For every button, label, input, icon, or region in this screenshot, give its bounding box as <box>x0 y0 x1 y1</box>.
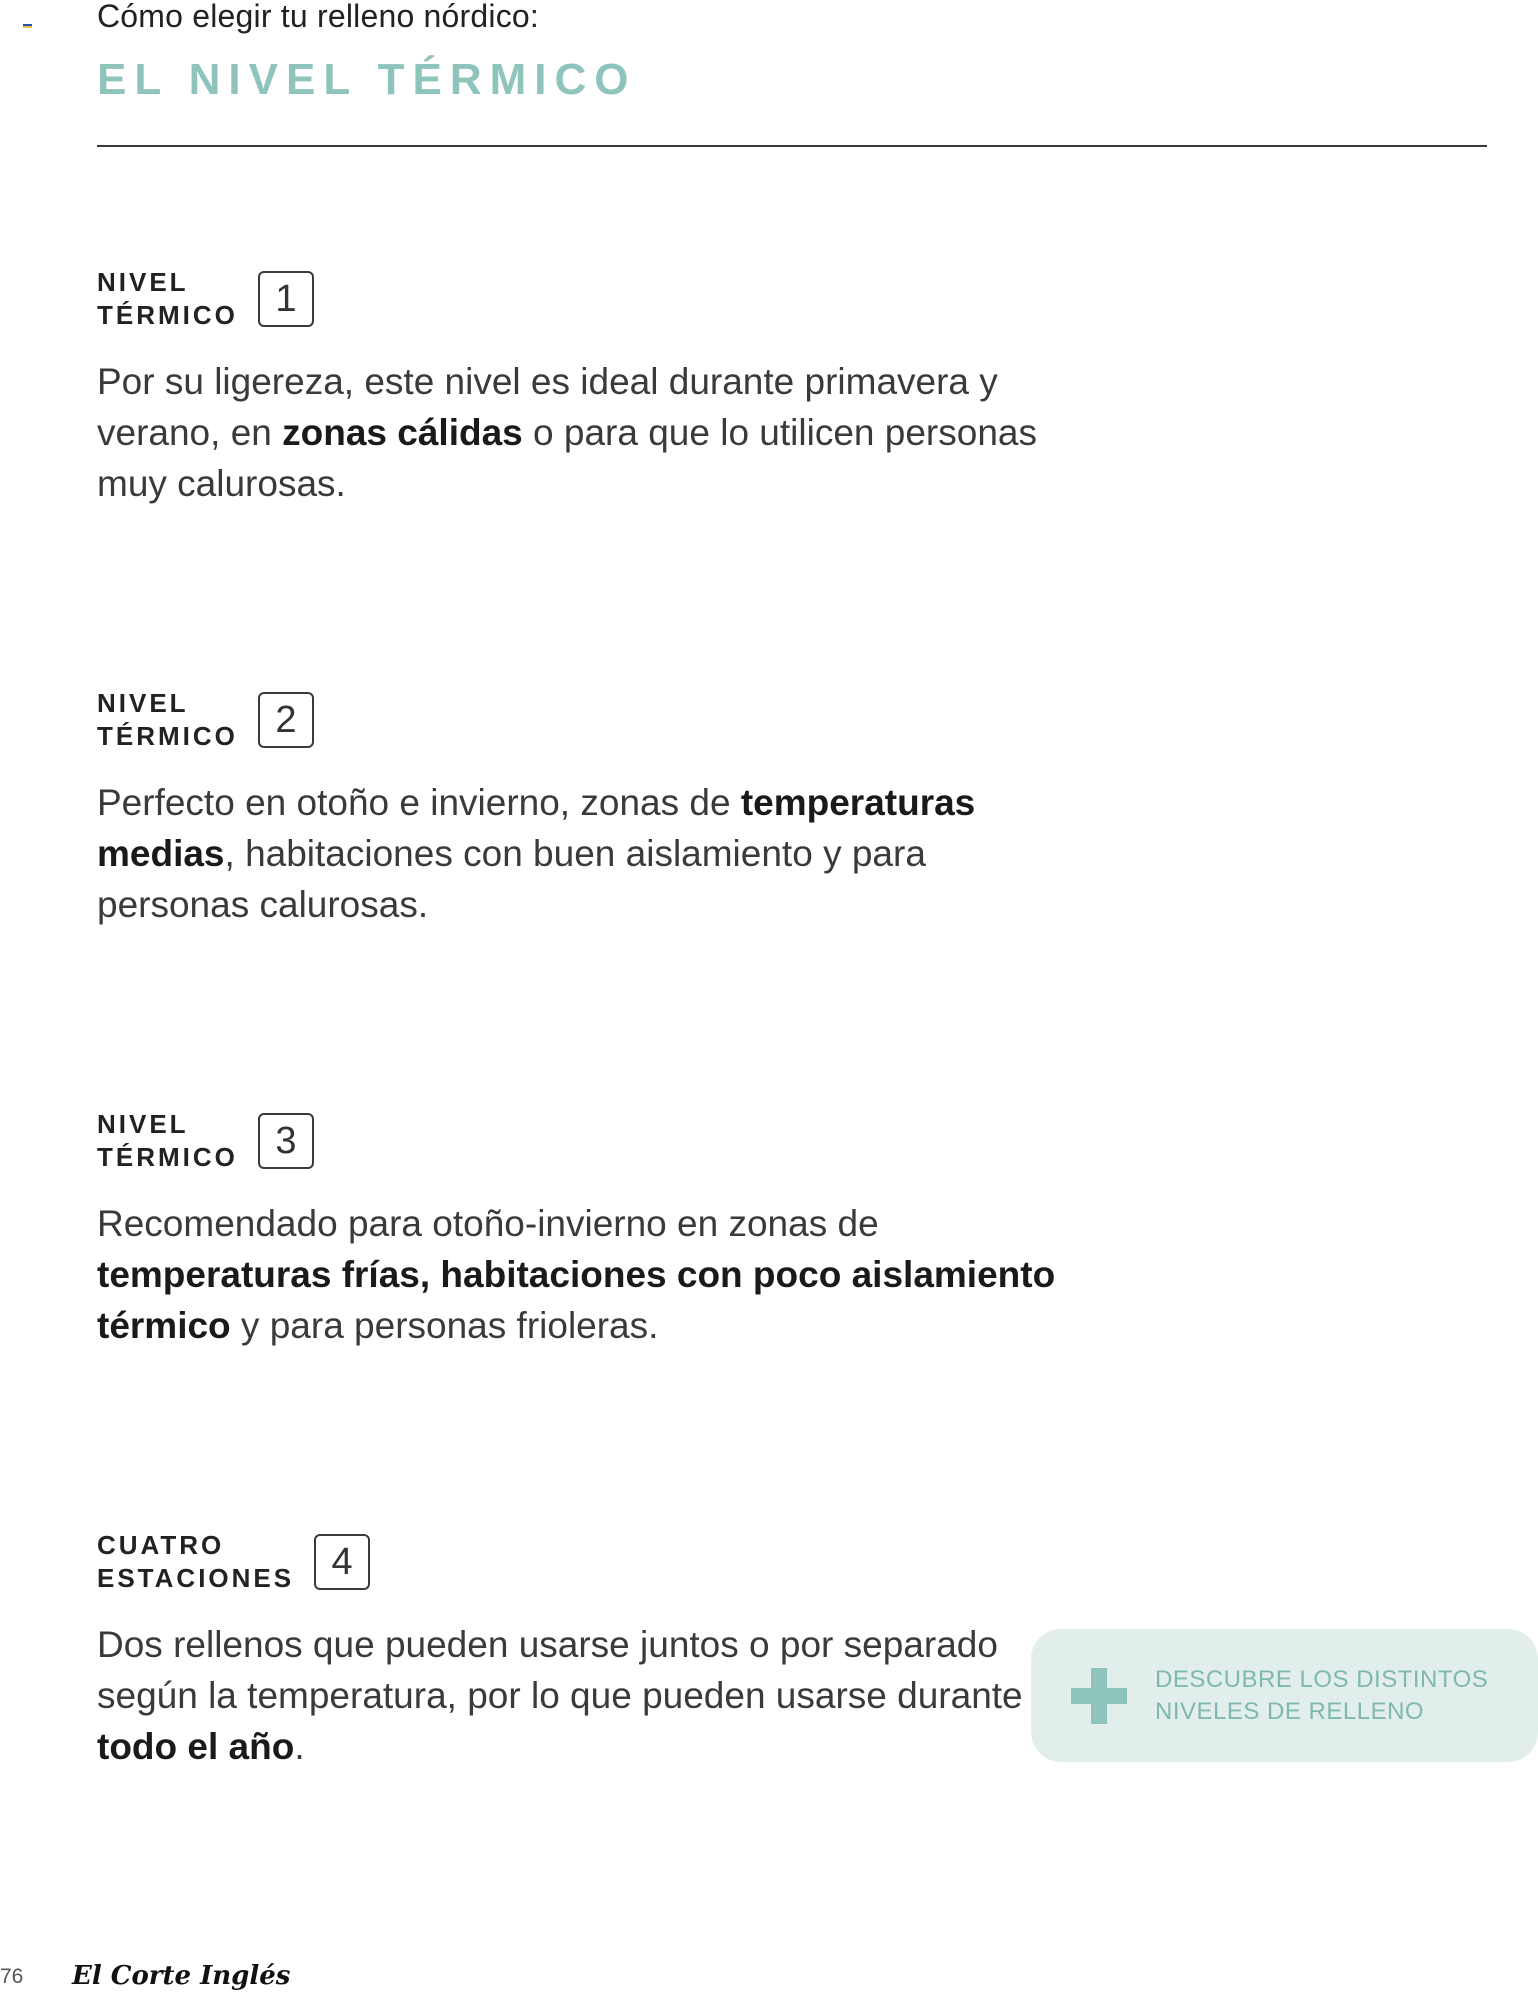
section-description <box>97 777 1057 930</box>
body-text: Dos rellenos que pueden usarse juntos o por separado según la temperatura, por lo que pueden usarse durante <box>97 1624 1023 1716</box>
level-number-badge: 1 <box>258 271 314 327</box>
page-number: 76 <box>0 1965 24 1988</box>
level-number-badge: 3 <box>258 1113 314 1169</box>
level-number-badge: 2 <box>258 692 314 748</box>
thermal-level-2-section <box>97 689 1057 930</box>
body-text: , habitaciones con buen aislamiento y para personas calurosas. <box>97 833 926 925</box>
section-label: NIVEL TÉRMICO <box>97 267 238 330</box>
level-number-badge: 4 <box>314 1534 370 1590</box>
logo-wordmark: El Corte Inglés <box>72 1961 291 1991</box>
thermal-level-3-section <box>97 1110 1057 1351</box>
discover-levels-button[interactable] <box>1031 1629 1538 1762</box>
four-seasons-section <box>97 1531 1057 1772</box>
el-corte-ingles-logo <box>70 1950 291 1996</box>
corner-mark <box>23 24 32 30</box>
title-divider <box>97 145 1487 147</box>
body-text: . <box>294 1726 305 1767</box>
section-label: NIVEL TÉRMICO <box>97 688 238 751</box>
section-description <box>97 1198 1057 1351</box>
emphasized-text: temperaturas medias <box>97 782 976 874</box>
body-text: y para personas frioleras. <box>230 1305 659 1346</box>
emphasized-text: temperaturas frías, habitaciones con poco aislamiento térmico <box>97 1254 1056 1346</box>
body-text: o para que lo utilicen personas muy calurosas. <box>97 412 1037 504</box>
emphasized-text: todo el año <box>97 1726 295 1767</box>
section-description <box>97 356 1057 509</box>
section-description <box>97 1619 1057 1772</box>
emphasized-text: zonas cálidas <box>282 412 523 453</box>
page-kicker: Cómo elegir tu relleno nórdico: <box>97 0 539 34</box>
cta-label: DESCUBRE LOS DISTINTOS NIVELES DE RELLENO <box>1155 1665 1489 1725</box>
page-title: EL NIVEL TÉRMICO <box>97 55 637 104</box>
thermal-level-1-section <box>97 268 1057 509</box>
section-label: CUATRO ESTACIONES <box>97 1530 295 1593</box>
section-label: NIVEL TÉRMICO <box>97 1109 238 1172</box>
plus-icon <box>1071 1668 1127 1724</box>
body-text: Por su ligereza, este nivel es ideal durante primavera y verano, en <box>97 361 998 453</box>
body-text: Recomendado para otoño-invierno en zonas de <box>97 1203 879 1244</box>
body-text: Perfecto en otoño e invierno, zonas de <box>97 782 741 823</box>
